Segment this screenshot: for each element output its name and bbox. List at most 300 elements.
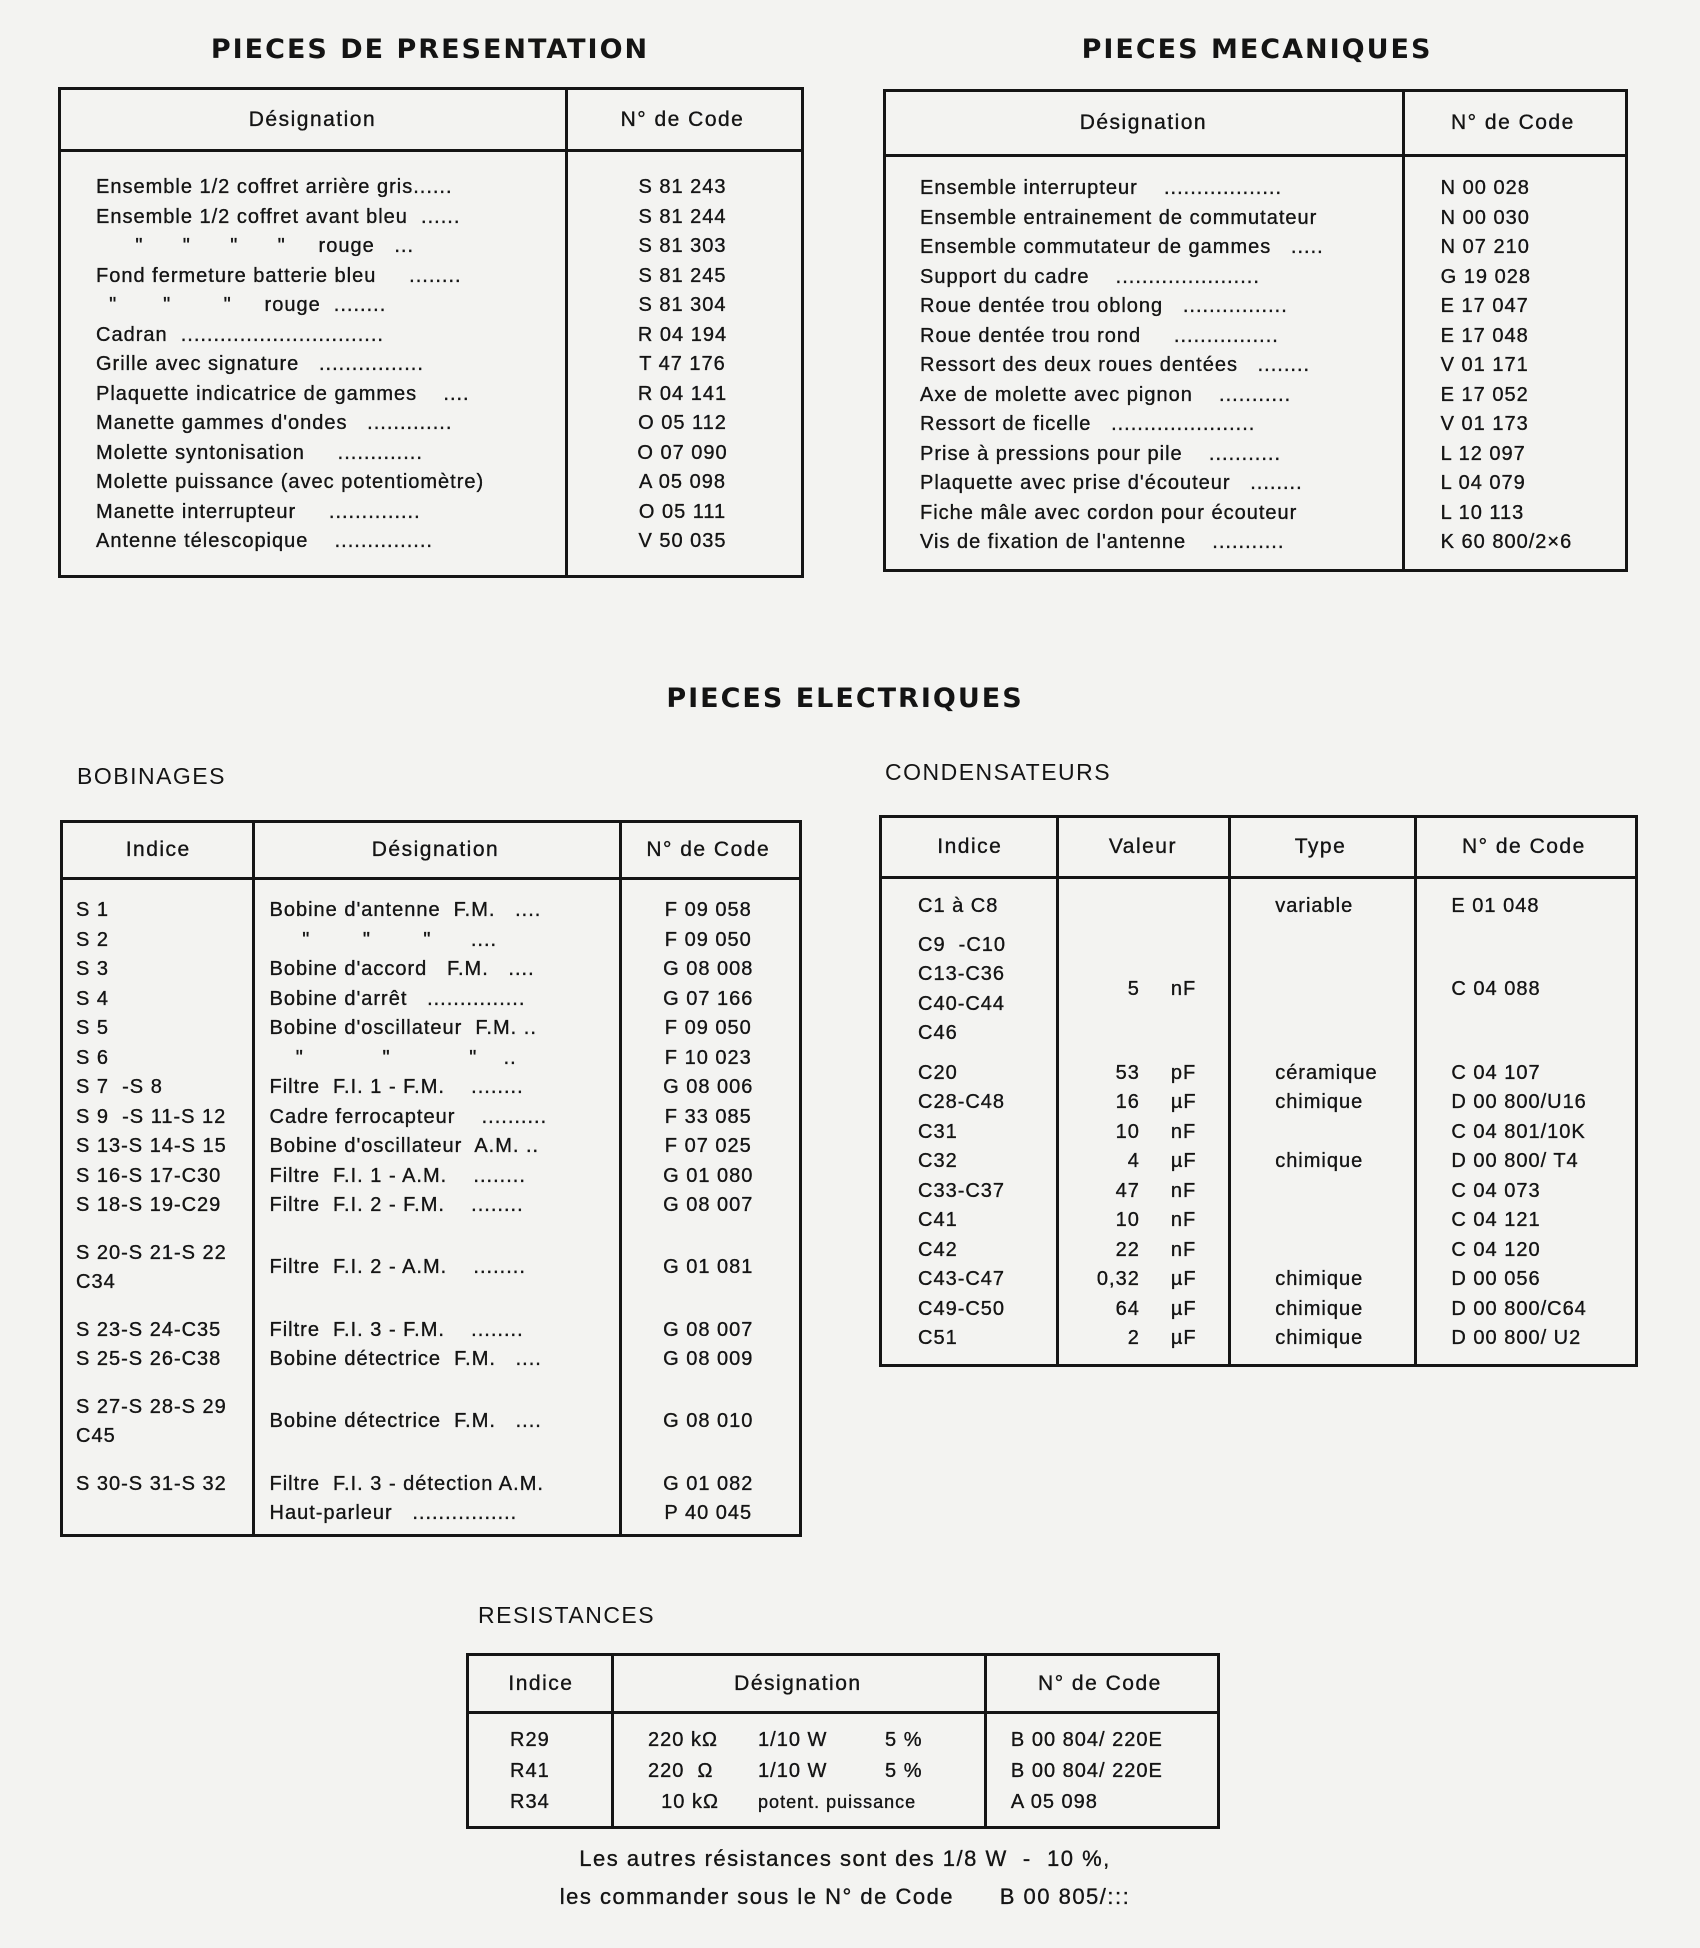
code-cell-line: C 04 120: [1451, 1238, 1541, 1261]
table-row: [886, 410, 1625, 440]
designation-cell: [61, 380, 564, 410]
designation-cell-line: " " " ....: [269, 928, 498, 951]
table-row: [63, 1470, 799, 1529]
type-cell: [1229, 1147, 1413, 1177]
code-cell: [983, 1756, 1217, 1787]
table-row: [886, 174, 1625, 204]
indice-cell: [882, 1324, 1057, 1354]
designation-cell: [613, 1787, 983, 1818]
indice-cell: [63, 1073, 254, 1103]
indice-cell: [469, 1756, 613, 1787]
table-row: [61, 468, 801, 498]
code-cell-line: C 04 088: [1451, 977, 1541, 1000]
code-cell-line: D 00 800/ T4: [1451, 1150, 1579, 1172]
indice-cell-line: C28-C48: [918, 1091, 1006, 1113]
designation-cell-line: Bobine d'antenne F.M. ....: [269, 899, 542, 921]
table-row: [886, 381, 1625, 411]
code-cell: [983, 1787, 1217, 1818]
indice-cell-line: C43-C47: [918, 1268, 1006, 1290]
header-cell: N° de Code: [1038, 1671, 1162, 1695]
indice-cell: [882, 1206, 1057, 1236]
code-cell-line: P 40 045: [664, 1502, 753, 1524]
indice-cell-line: C45: [76, 1425, 116, 1447]
indice-cell: [63, 1191, 254, 1221]
type-cell-line: chimique: [1275, 1150, 1364, 1172]
indice-cell-line: R34: [510, 1791, 550, 1813]
type-cell-line: chimique: [1275, 1327, 1364, 1349]
code-cell: [564, 498, 801, 528]
code-cell: [1413, 1177, 1635, 1207]
type-cell: [1229, 1265, 1413, 1295]
table-row: [882, 1265, 1635, 1295]
code-cell-line: E 17 052: [1440, 383, 1529, 406]
designation-cell-line: Roue dentée trou oblong ................: [920, 295, 1288, 317]
code-cell-line: S 81 244: [638, 205, 727, 228]
table-header: [886, 92, 1625, 157]
code-cell: [618, 926, 799, 956]
designation-cell-line: " " " ..: [269, 1046, 517, 1069]
indice-cell: [63, 1014, 254, 1044]
code-cell: [564, 439, 801, 469]
designation-cell: [254, 1191, 618, 1221]
header-cell: N° de Code: [646, 838, 771, 861]
designation-cell-line: Ressort des deux roues dentées ........: [920, 354, 1311, 376]
code-cell-line: A 05 098: [639, 471, 726, 493]
table-body: [886, 174, 1625, 558]
designation-cell: [61, 173, 564, 203]
table-row: [61, 262, 801, 292]
resistance-tolerance: 5 %: [885, 1760, 923, 1782]
table-row: [63, 1162, 799, 1192]
code-cell-line: O 07 090: [637, 441, 728, 464]
table-header: [63, 823, 799, 880]
indice-cell-line: S 25-S 26-C38: [76, 1348, 222, 1370]
table-row: [61, 380, 801, 410]
valeur-number: 0,32: [1096, 1268, 1140, 1290]
designation-cell: [254, 926, 618, 956]
designation-cell: [254, 1103, 618, 1133]
valeur-number: 47: [1115, 1179, 1140, 1202]
code-cell-line: F 33 085: [664, 1105, 752, 1128]
indice-cell: [469, 1725, 613, 1756]
indice-cell-line: C49-C50: [918, 1297, 1006, 1320]
resistance-tolerance: 5 %: [885, 1729, 923, 1751]
table-header: [61, 90, 801, 152]
indice-cell: [63, 1470, 254, 1529]
table-row: [882, 931, 1635, 1049]
designation-cell: [886, 233, 1401, 263]
designation-cell: [886, 204, 1401, 234]
code-cell-line: C 04 801/10K: [1451, 1120, 1586, 1143]
designation-cell-line: Filtre F.I. 3 - F.M. ........: [269, 1318, 524, 1341]
designation-cell: [61, 203, 564, 233]
code-cell: [564, 262, 801, 292]
designation-cell-line: Grille avec signature ................: [96, 353, 424, 375]
valeur-unit: nF: [1170, 1238, 1197, 1261]
table-row: [886, 469, 1625, 499]
table-row: [63, 955, 799, 985]
designation-cell: [254, 1014, 618, 1044]
designation-cell-line: Molette puissance (avec potentiomètre): [96, 471, 485, 493]
designation-cell: [61, 232, 564, 262]
code-cell-line: A 05 098: [1010, 1791, 1098, 1813]
code-cell: [1401, 292, 1625, 322]
designation-cell-line: Bobine d'arrêt ...............: [269, 987, 526, 1010]
code-cell: [564, 291, 801, 321]
code-cell-line: S 81 303: [638, 235, 727, 257]
table-row: [61, 498, 801, 528]
valeur-unit: nF: [1170, 1179, 1197, 1202]
type-cell-line: variable: [1275, 895, 1354, 917]
header-cell: Désignation: [248, 107, 377, 131]
indice-cell: [882, 892, 1057, 922]
indice-cell: [882, 1236, 1057, 1266]
valeur-number: 16: [1115, 1091, 1140, 1113]
table-row: [469, 1756, 1217, 1787]
code-cell-line: S 81 245: [638, 264, 727, 287]
indice-cell: [63, 1316, 254, 1375]
indice-cell-line: C51: [918, 1327, 958, 1349]
code-cell: [618, 1073, 799, 1103]
designation-cell: [886, 499, 1401, 529]
code-cell: [1401, 174, 1625, 204]
code-cell: [564, 380, 801, 410]
valeur-unit: nF: [1170, 1120, 1197, 1143]
code-cell: [618, 1014, 799, 1044]
designation-cell-line: Fond fermeture batterie bleu ........: [96, 264, 462, 287]
designation-cell: [61, 527, 564, 557]
code-cell: [564, 409, 801, 439]
designation-cell: [61, 291, 564, 321]
designation-cell: [61, 439, 564, 469]
table-row: [61, 350, 801, 380]
designation-cell: [886, 381, 1401, 411]
code-cell-line: O 05 111: [638, 500, 727, 523]
code-cell: [1413, 1059, 1635, 1089]
table-row: [63, 1239, 799, 1298]
valeur-unit: pF: [1170, 1061, 1197, 1084]
indice-cell: [63, 1044, 254, 1074]
indice-cell-line: S 9 -S 11-S 12: [76, 1105, 227, 1128]
valeur-cell: [1057, 892, 1229, 922]
label-condensateurs: CONDENSATEURS: [885, 759, 1112, 785]
type-cell-line: chimique: [1275, 1297, 1364, 1320]
designation-cell: [61, 262, 564, 292]
code-cell: [618, 1316, 799, 1375]
table-body: [469, 1725, 1217, 1818]
designation-cell: [254, 1132, 618, 1162]
header-cell: Indice: [125, 838, 191, 861]
code-cell-line: G 08 007: [663, 1318, 754, 1341]
code-cell-line: T 47 176: [639, 353, 726, 375]
indice-cell-line: C41: [918, 1209, 958, 1231]
table-body: [63, 896, 799, 1529]
valeur-cell: [1057, 1324, 1229, 1354]
table-row: [886, 440, 1625, 470]
code-cell: [1401, 469, 1625, 499]
code-cell-line: S 81 243: [638, 176, 727, 198]
valeur-number: 10: [1115, 1209, 1140, 1231]
table-body: [61, 173, 801, 557]
header-cell: Indice: [937, 835, 1003, 858]
indice-cell-line: S 2: [76, 928, 110, 951]
designation-cell: [254, 1162, 618, 1192]
table-row: [61, 527, 801, 557]
indice-cell-line: C31: [918, 1120, 958, 1143]
code-cell-line: D 00 800/ U2: [1451, 1327, 1582, 1349]
code-cell-line: D 00 800/C64: [1451, 1297, 1587, 1320]
code-cell-line: O 05 112: [638, 412, 727, 434]
designation-cell: [61, 498, 564, 528]
code-cell-line: N 00 030: [1440, 206, 1530, 229]
code-cell-line: E 17 047: [1440, 295, 1529, 317]
table-row: [63, 1103, 799, 1133]
indice-cell-line: S 13-S 14-S 15: [76, 1135, 227, 1157]
code-cell-line: F 09 050: [664, 928, 752, 951]
resistance-value: 220 Ω: [648, 1760, 714, 1782]
code-cell: [983, 1725, 1217, 1756]
section-title-electriques: PIECES ELECTRIQUES: [666, 683, 1024, 714]
table-presentation: [58, 87, 804, 578]
valeur-unit: µF: [1170, 1150, 1197, 1172]
resistance-value: 10 kΩ: [648, 1791, 719, 1813]
designation-cell-line: Filtre F.I. 2 - F.M. ........: [269, 1194, 524, 1216]
valeur-cell: [1057, 1295, 1229, 1325]
code-cell: [1401, 263, 1625, 293]
table-row: [63, 1316, 799, 1375]
indice-cell-line: S 30-S 31-S 32: [76, 1472, 227, 1495]
code-cell: [618, 1470, 799, 1529]
header-cell: Désignation: [734, 1671, 862, 1695]
designation-cell-line: Ensemble 1/2 coffret arrière gris......: [96, 176, 453, 198]
code-cell-line: K 60 800/2×6: [1440, 531, 1573, 553]
code-cell: [1413, 1088, 1635, 1118]
designation-cell: [886, 440, 1401, 470]
valeur-number: 2: [1127, 1327, 1140, 1349]
code-cell-line: C 04 121: [1451, 1209, 1541, 1231]
valeur-unit: µF: [1170, 1091, 1197, 1113]
table-row: [63, 1191, 799, 1221]
indice-cell: [882, 1147, 1057, 1177]
designation-cell: [886, 322, 1401, 352]
valeur-unit: µF: [1170, 1327, 1197, 1349]
table-row: [882, 1147, 1635, 1177]
code-cell-line: F 10 023: [664, 1046, 752, 1069]
designation-cell-line: Plaquette indicatrice de gammes ....: [96, 382, 470, 405]
table-row: [886, 292, 1625, 322]
table-header: [469, 1656, 1217, 1714]
table-row: [882, 892, 1635, 922]
code-cell-line: V 01 173: [1440, 413, 1529, 435]
valeur-number: 10: [1115, 1120, 1140, 1143]
code-cell: [564, 173, 801, 203]
valeur-number: 22: [1115, 1238, 1140, 1261]
code-cell: [1413, 1147, 1635, 1177]
code-cell: [1401, 440, 1625, 470]
designation-cell-line: Plaquette avec prise d'écouteur ........: [920, 472, 1303, 494]
resistance-power: 1/10 W: [758, 1760, 828, 1782]
designation-cell: [254, 896, 618, 926]
designation-cell-line: Cadran ...............................: [96, 323, 384, 346]
designation-cell: [254, 1407, 618, 1437]
indice-cell-line: C46: [918, 1022, 958, 1044]
resistance-power: 1/10 W: [758, 1729, 828, 1751]
indice-cell-line: S 3: [76, 958, 110, 980]
designation-cell-line: Ensemble entrainement de commutateur: [920, 206, 1318, 229]
valeur-unit: µF: [1170, 1297, 1197, 1320]
designation-cell-line: Bobine d'accord F.M. ....: [269, 958, 535, 980]
designation-cell: [61, 409, 564, 439]
indice-cell-line: C9 -C10: [918, 933, 1007, 956]
table-row: [882, 1206, 1635, 1236]
designation-cell: [254, 1470, 618, 1529]
designation-cell-line: Manette interrupteur ..............: [96, 500, 421, 523]
indice-cell: [882, 1265, 1057, 1295]
table-row: [469, 1787, 1217, 1818]
code-cell: [618, 1132, 799, 1162]
designation-cell-line: Filtre F.I. 3 - détection A.M.: [269, 1472, 544, 1495]
code-cell: [1413, 975, 1635, 1005]
type-cell: [1229, 1088, 1413, 1118]
code-cell: [1401, 204, 1625, 234]
indice-cell-line: C34: [76, 1271, 116, 1293]
indice-cell-line: C13-C36: [918, 963, 1006, 985]
table-row: [882, 1236, 1635, 1266]
table-row: [886, 204, 1625, 234]
table-row: [886, 263, 1625, 293]
indice-cell-line: C40-C44: [918, 992, 1006, 1015]
resistance-value: 220 kΩ: [648, 1729, 718, 1751]
table-row: [63, 985, 799, 1015]
designation-cell-line: Bobine d'oscillateur A.M. ..: [269, 1135, 540, 1157]
designation-cell-line: Bobine détectrice F.M. ....: [269, 1348, 542, 1370]
indice-cell-line: R29: [510, 1729, 550, 1751]
indice-cell: [882, 1177, 1057, 1207]
label-bobinages: BOBINAGES: [77, 763, 226, 789]
table-row: [882, 1295, 1635, 1325]
valeur-unit: µF: [1170, 1268, 1197, 1290]
designation-cell-line: Bobine détectrice F.M. ....: [269, 1410, 542, 1433]
indice-cell-line: C20: [918, 1061, 958, 1084]
indice-cell-line: S 23-S 24-C35: [76, 1318, 222, 1341]
code-cell-line: G 08 008: [663, 958, 754, 980]
indice-cell-line: R41: [510, 1760, 550, 1782]
indice-cell: [882, 1118, 1057, 1148]
header-cell: N° de Code: [1451, 111, 1575, 134]
table-row: [886, 233, 1625, 263]
designation-cell-line: Haut-parleur ................: [269, 1502, 518, 1524]
designation-cell: [886, 263, 1401, 293]
designation-cell-line: Antenne télescopique ...............: [96, 530, 433, 552]
designation-cell-line: Ensemble 1/2 coffret avant bleu ......: [96, 205, 461, 228]
code-cell: [1413, 1324, 1635, 1354]
designation-cell-line: Molette syntonisation .............: [96, 441, 423, 464]
designation-cell-line: Cadre ferrocapteur ..........: [269, 1105, 548, 1128]
code-cell-line: B 00 804/ 220E: [1010, 1729, 1163, 1751]
designation-cell-line: Filtre F.I. 2 - A.M. ........: [269, 1256, 526, 1279]
indice-cell: [63, 1103, 254, 1133]
table-mecaniques: [883, 89, 1628, 572]
indice-cell-line: C42: [918, 1238, 958, 1261]
code-cell: [618, 1162, 799, 1192]
table-row: [63, 1132, 799, 1162]
indice-cell: [882, 931, 1057, 1049]
indice-cell-line: S 5: [76, 1017, 110, 1039]
designation-cell: [613, 1725, 983, 1756]
indice-cell: [882, 1059, 1057, 1089]
code-cell: [1401, 322, 1625, 352]
table-resistances: [466, 1653, 1220, 1829]
code-cell: [564, 321, 801, 351]
code-cell-line: G 08 006: [663, 1076, 754, 1098]
indice-cell: [63, 1393, 254, 1452]
header-cell: Type: [1294, 835, 1347, 858]
valeur-cell: [1057, 1265, 1229, 1295]
header-cell: Indice: [508, 1671, 574, 1695]
indice-cell-line: S 20-S 21-S 22: [76, 1241, 227, 1264]
designation-cell-line: Support du cadre ......................: [920, 265, 1260, 288]
header-cell: Valeur: [1108, 835, 1177, 858]
table-row: [61, 439, 801, 469]
designation-cell-line: Bobine d'oscillateur F.M. ..: [269, 1017, 537, 1039]
table-row: [882, 1177, 1635, 1207]
valeur-cell: [1057, 1177, 1229, 1207]
designation-cell: [254, 955, 618, 985]
code-cell-line: G 08 009: [663, 1348, 754, 1370]
table-row: [61, 232, 801, 262]
table-row: [882, 1118, 1635, 1148]
designation-cell: [886, 528, 1401, 558]
designation-cell: [886, 410, 1401, 440]
code-cell-line: R 04 141: [637, 382, 728, 405]
resistance-power: potent. puissance: [758, 1792, 917, 1812]
indice-cell: [63, 896, 254, 926]
header-cell: N° de Code: [1461, 835, 1586, 858]
indice-cell: [469, 1787, 613, 1818]
valeur-cell: [1057, 1206, 1229, 1236]
header-cell: Désignation: [1079, 111, 1208, 134]
indice-cell: [63, 1132, 254, 1162]
designation-cell-line: Ensemble interrupteur ..................: [920, 177, 1283, 199]
designation-cell-line: Prise à pressions pour pile ...........: [920, 442, 1282, 465]
code-cell-line: V 50 035: [638, 530, 727, 552]
table-row: [61, 203, 801, 233]
code-cell-line: S 81 304: [638, 294, 727, 316]
indice-cell-line: [76, 1499, 254, 1529]
type-cell-line: céramique: [1275, 1061, 1378, 1084]
designation-cell: [254, 1253, 618, 1283]
code-cell-line: G 07 166: [663, 987, 754, 1010]
indice-cell: [882, 1295, 1057, 1325]
indice-cell-line: S 18-S 19-C29: [76, 1194, 222, 1216]
code-cell: [618, 896, 799, 926]
valeur-number: 5: [1127, 977, 1140, 1000]
code-cell: [564, 350, 801, 380]
designation-cell-line: " " " " rouge ...: [96, 235, 415, 257]
code-cell-line: F 09 058: [664, 899, 752, 921]
designation-cell-line: Vis de fixation de l'antenne ...........: [920, 531, 1285, 553]
code-cell-line: B 00 804/ 220E: [1010, 1760, 1163, 1782]
designation-cell-line: Axe de molette avec pignon ...........: [920, 383, 1292, 406]
valeur-cell: [1057, 1088, 1229, 1118]
designation-cell: [61, 321, 564, 351]
valeur-cell: [1057, 1059, 1229, 1089]
code-cell: [618, 1253, 799, 1283]
code-cell-line: E 01 048: [1451, 895, 1540, 917]
section-title-mecaniques: PIECES MECANIQUES: [1081, 34, 1433, 65]
indice-cell: [63, 985, 254, 1015]
designation-cell: [254, 1044, 618, 1074]
